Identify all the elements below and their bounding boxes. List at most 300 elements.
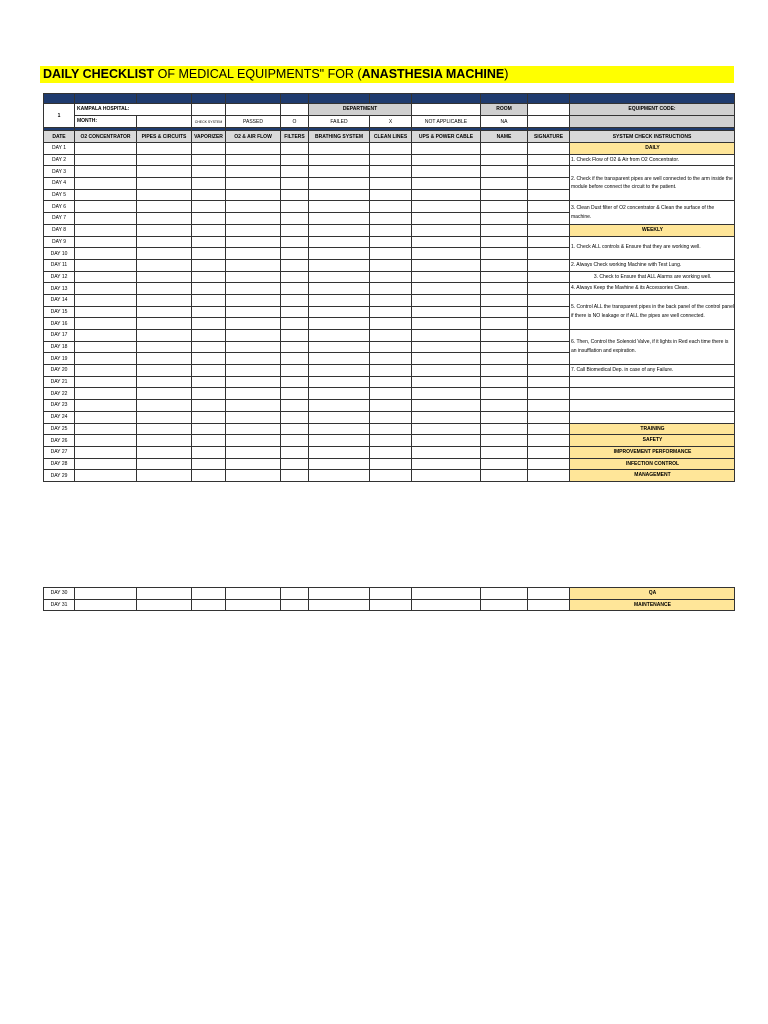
cell-name[interactable]	[481, 318, 528, 330]
cell-name[interactable]	[481, 376, 528, 388]
cell-o2-concentrator[interactable]	[75, 376, 137, 388]
cell-vaporizer[interactable]	[192, 400, 226, 412]
cell-filters[interactable]	[281, 599, 309, 611]
cell-filters[interactable]	[281, 341, 309, 353]
cell-signature[interactable]	[528, 318, 570, 330]
cell-vaporizer[interactable]	[192, 599, 226, 611]
cell-ups-power-cable[interactable]	[412, 236, 481, 248]
cell-o2-concentrator[interactable]	[75, 294, 137, 306]
cell-pipes-circuits[interactable]	[137, 376, 192, 388]
cell-name[interactable]	[481, 330, 528, 342]
cell-o2-air-flow[interactable]	[226, 599, 281, 611]
cell-o2-air-flow[interactable]	[226, 435, 281, 447]
cell-pipes-circuits[interactable]	[137, 166, 192, 178]
cell-vaporizer[interactable]	[192, 189, 226, 201]
cell-vaporizer[interactable]	[192, 588, 226, 600]
cell-o2-air-flow[interactable]	[226, 400, 281, 412]
cell-signature[interactable]	[528, 330, 570, 342]
cell-brathing-system[interactable]	[309, 294, 370, 306]
cell-o2-concentrator[interactable]	[75, 388, 137, 400]
cell-ups-power-cable[interactable]	[412, 446, 481, 458]
cell-name[interactable]	[481, 259, 528, 271]
cell-vaporizer[interactable]	[192, 178, 226, 190]
cell-name[interactable]	[481, 166, 528, 178]
cell-signature[interactable]	[528, 306, 570, 318]
cell-o2-concentrator[interactable]	[75, 423, 137, 435]
cell-clean-lines[interactable]	[370, 318, 412, 330]
cell-clean-lines[interactable]	[370, 411, 412, 423]
cell-filters[interactable]	[281, 236, 309, 248]
cell-vaporizer[interactable]	[192, 213, 226, 225]
cell-vaporizer[interactable]	[192, 143, 226, 155]
cell-ups-power-cable[interactable]	[412, 423, 481, 435]
cell-ups-power-cable[interactable]	[412, 294, 481, 306]
cell-filters[interactable]	[281, 388, 309, 400]
cell-pipes-circuits[interactable]	[137, 154, 192, 166]
cell-o2-air-flow[interactable]	[226, 411, 281, 423]
cell-o2-concentrator[interactable]	[75, 435, 137, 447]
cell-ups-power-cable[interactable]	[412, 213, 481, 225]
cell-pipes-circuits[interactable]	[137, 248, 192, 260]
cell-filters[interactable]	[281, 470, 309, 482]
cell-brathing-system[interactable]	[309, 353, 370, 365]
cell-filters[interactable]	[281, 271, 309, 283]
room-value[interactable]	[528, 104, 570, 116]
cell-signature[interactable]	[528, 446, 570, 458]
cell-pipes-circuits[interactable]	[137, 446, 192, 458]
cell-pipes-circuits[interactable]	[137, 588, 192, 600]
cell-vaporizer[interactable]	[192, 446, 226, 458]
cell-o2-air-flow[interactable]	[226, 271, 281, 283]
cell-ups-power-cable[interactable]	[412, 283, 481, 295]
cell-o2-air-flow[interactable]	[226, 166, 281, 178]
cell-o2-air-flow[interactable]	[226, 259, 281, 271]
cell-brathing-system[interactable]	[309, 388, 370, 400]
cell-o2-concentrator[interactable]	[75, 213, 137, 225]
cell-o2-air-flow[interactable]	[226, 154, 281, 166]
cell-brathing-system[interactable]	[309, 423, 370, 435]
cell-signature[interactable]	[528, 294, 570, 306]
cell-o2-concentrator[interactable]	[75, 599, 137, 611]
cell-vaporizer[interactable]	[192, 435, 226, 447]
cell-clean-lines[interactable]	[370, 259, 412, 271]
cell-vaporizer[interactable]	[192, 248, 226, 260]
cell-o2-air-flow[interactable]	[226, 143, 281, 155]
cell-ups-power-cable[interactable]	[412, 458, 481, 470]
cell-ups-power-cable[interactable]	[412, 353, 481, 365]
cell-ups-power-cable[interactable]	[412, 435, 481, 447]
cell-clean-lines[interactable]	[370, 271, 412, 283]
cell-pipes-circuits[interactable]	[137, 213, 192, 225]
cell-clean-lines[interactable]	[370, 423, 412, 435]
cell-pipes-circuits[interactable]	[137, 224, 192, 236]
cell-clean-lines[interactable]	[370, 599, 412, 611]
cell-brathing-system[interactable]	[309, 435, 370, 447]
cell-clean-lines[interactable]	[370, 178, 412, 190]
cell-brathing-system[interactable]	[309, 259, 370, 271]
cell-pipes-circuits[interactable]	[137, 470, 192, 482]
cell-pipes-circuits[interactable]	[137, 294, 192, 306]
cell-signature[interactable]	[528, 599, 570, 611]
cell-filters[interactable]	[281, 248, 309, 260]
cell-o2-air-flow[interactable]	[226, 178, 281, 190]
cell-signature[interactable]	[528, 189, 570, 201]
cell-o2-concentrator[interactable]	[75, 248, 137, 260]
cell-name[interactable]	[481, 458, 528, 470]
cell-o2-air-flow[interactable]	[226, 236, 281, 248]
cell-pipes-circuits[interactable]	[137, 271, 192, 283]
cell-o2-concentrator[interactable]	[75, 446, 137, 458]
cell-o2-air-flow[interactable]	[226, 306, 281, 318]
cell-filters[interactable]	[281, 458, 309, 470]
cell-ups-power-cable[interactable]	[412, 341, 481, 353]
cell-o2-air-flow[interactable]	[226, 341, 281, 353]
cell-clean-lines[interactable]	[370, 224, 412, 236]
cell-pipes-circuits[interactable]	[137, 201, 192, 213]
cell-vaporizer[interactable]	[192, 154, 226, 166]
cell-clean-lines[interactable]	[370, 189, 412, 201]
cell-name[interactable]	[481, 588, 528, 600]
cell-name[interactable]	[481, 236, 528, 248]
cell-signature[interactable]	[528, 248, 570, 260]
cell-vaporizer[interactable]	[192, 318, 226, 330]
cell-o2-concentrator[interactable]	[75, 353, 137, 365]
cell-pipes-circuits[interactable]	[137, 353, 192, 365]
cell-clean-lines[interactable]	[370, 435, 412, 447]
cell-o2-air-flow[interactable]	[226, 330, 281, 342]
cell-pipes-circuits[interactable]	[137, 423, 192, 435]
cell-name[interactable]	[481, 306, 528, 318]
cell-name[interactable]	[481, 248, 528, 260]
cell-filters[interactable]	[281, 201, 309, 213]
cell-vaporizer[interactable]	[192, 341, 226, 353]
cell-name[interactable]	[481, 599, 528, 611]
cell-clean-lines[interactable]	[370, 236, 412, 248]
cell-vaporizer[interactable]	[192, 423, 226, 435]
cell-filters[interactable]	[281, 318, 309, 330]
cell-signature[interactable]	[528, 588, 570, 600]
cell-filters[interactable]	[281, 154, 309, 166]
cell-clean-lines[interactable]	[370, 166, 412, 178]
cell-o2-air-flow[interactable]	[226, 224, 281, 236]
cell-o2-concentrator[interactable]	[75, 400, 137, 412]
cell-brathing-system[interactable]	[309, 189, 370, 201]
cell-o2-concentrator[interactable]	[75, 341, 137, 353]
cell-o2-concentrator[interactable]	[75, 458, 137, 470]
cell-vaporizer[interactable]	[192, 388, 226, 400]
cell-signature[interactable]	[528, 178, 570, 190]
cell-ups-power-cable[interactable]	[412, 201, 481, 213]
cell-name[interactable]	[481, 411, 528, 423]
cell-ups-power-cable[interactable]	[412, 376, 481, 388]
cell-vaporizer[interactable]	[192, 330, 226, 342]
cell-brathing-system[interactable]	[309, 283, 370, 295]
cell-clean-lines[interactable]	[370, 248, 412, 260]
cell-name[interactable]	[481, 201, 528, 213]
cell-name[interactable]	[481, 283, 528, 295]
cell-clean-lines[interactable]	[370, 588, 412, 600]
cell-o2-air-flow[interactable]	[226, 283, 281, 295]
cell-clean-lines[interactable]	[370, 283, 412, 295]
cell-vaporizer[interactable]	[192, 201, 226, 213]
cell-brathing-system[interactable]	[309, 248, 370, 260]
cell-brathing-system[interactable]	[309, 400, 370, 412]
cell-signature[interactable]	[528, 411, 570, 423]
cell-o2-concentrator[interactable]	[75, 330, 137, 342]
cell-ups-power-cable[interactable]	[412, 411, 481, 423]
cell-vaporizer[interactable]	[192, 259, 226, 271]
cell-o2-concentrator[interactable]	[75, 588, 137, 600]
cell-pipes-circuits[interactable]	[137, 599, 192, 611]
cell-name[interactable]	[481, 470, 528, 482]
cell-o2-air-flow[interactable]	[226, 588, 281, 600]
cell-ups-power-cable[interactable]	[412, 178, 481, 190]
cell-o2-air-flow[interactable]	[226, 365, 281, 377]
cell-brathing-system[interactable]	[309, 330, 370, 342]
cell-brathing-system[interactable]	[309, 166, 370, 178]
cell-brathing-system[interactable]	[309, 588, 370, 600]
cell-filters[interactable]	[281, 189, 309, 201]
cell-o2-concentrator[interactable]	[75, 236, 137, 248]
cell-signature[interactable]	[528, 283, 570, 295]
cell-o2-air-flow[interactable]	[226, 376, 281, 388]
cell-o2-concentrator[interactable]	[75, 224, 137, 236]
cell-vaporizer[interactable]	[192, 236, 226, 248]
cell-vaporizer[interactable]	[192, 376, 226, 388]
cell-name[interactable]	[481, 400, 528, 412]
cell-pipes-circuits[interactable]	[137, 388, 192, 400]
cell-vaporizer[interactable]	[192, 283, 226, 295]
cell-name[interactable]	[481, 388, 528, 400]
cell-signature[interactable]	[528, 435, 570, 447]
cell-name[interactable]	[481, 271, 528, 283]
cell-pipes-circuits[interactable]	[137, 178, 192, 190]
cell-signature[interactable]	[528, 236, 570, 248]
cell-ups-power-cable[interactable]	[412, 470, 481, 482]
cell-ups-power-cable[interactable]	[412, 599, 481, 611]
cell-pipes-circuits[interactable]	[137, 411, 192, 423]
cell-ups-power-cable[interactable]	[412, 400, 481, 412]
cell-signature[interactable]	[528, 213, 570, 225]
cell-ups-power-cable[interactable]	[412, 248, 481, 260]
cell-name[interactable]	[481, 154, 528, 166]
cell-vaporizer[interactable]	[192, 411, 226, 423]
cell-clean-lines[interactable]	[370, 353, 412, 365]
cell-signature[interactable]	[528, 365, 570, 377]
cell-o2-air-flow[interactable]	[226, 189, 281, 201]
cell-pipes-circuits[interactable]	[137, 189, 192, 201]
department-value[interactable]	[412, 104, 481, 116]
hospital-value[interactable]	[192, 104, 226, 116]
cell-filters[interactable]	[281, 446, 309, 458]
cell-clean-lines[interactable]	[370, 154, 412, 166]
cell-pipes-circuits[interactable]	[137, 400, 192, 412]
cell-o2-air-flow[interactable]	[226, 201, 281, 213]
cell-name[interactable]	[481, 365, 528, 377]
cell-brathing-system[interactable]	[309, 178, 370, 190]
cell-vaporizer[interactable]	[192, 224, 226, 236]
cell-name[interactable]	[481, 189, 528, 201]
cell-filters[interactable]	[281, 353, 309, 365]
cell-clean-lines[interactable]	[370, 365, 412, 377]
cell-filters[interactable]	[281, 178, 309, 190]
cell-signature[interactable]	[528, 271, 570, 283]
cell-pipes-circuits[interactable]	[137, 259, 192, 271]
cell-o2-concentrator[interactable]	[75, 189, 137, 201]
cell-brathing-system[interactable]	[309, 306, 370, 318]
cell-brathing-system[interactable]	[309, 341, 370, 353]
cell-filters[interactable]	[281, 294, 309, 306]
cell-o2-air-flow[interactable]	[226, 423, 281, 435]
cell-brathing-system[interactable]	[309, 318, 370, 330]
cell-filters[interactable]	[281, 330, 309, 342]
cell-o2-concentrator[interactable]	[75, 283, 137, 295]
cell-ups-power-cable[interactable]	[412, 318, 481, 330]
cell-brathing-system[interactable]	[309, 365, 370, 377]
month-value[interactable]	[137, 116, 192, 128]
cell-ups-power-cable[interactable]	[412, 306, 481, 318]
cell-o2-concentrator[interactable]	[75, 201, 137, 213]
cell-filters[interactable]	[281, 283, 309, 295]
cell-name[interactable]	[481, 294, 528, 306]
cell-name[interactable]	[481, 213, 528, 225]
cell-brathing-system[interactable]	[309, 470, 370, 482]
cell-o2-air-flow[interactable]	[226, 388, 281, 400]
cell-vaporizer[interactable]	[192, 271, 226, 283]
cell-vaporizer[interactable]	[192, 166, 226, 178]
cell-clean-lines[interactable]	[370, 306, 412, 318]
cell-brathing-system[interactable]	[309, 143, 370, 155]
cell-clean-lines[interactable]	[370, 388, 412, 400]
cell-ups-power-cable[interactable]	[412, 271, 481, 283]
cell-brathing-system[interactable]	[309, 599, 370, 611]
cell-name[interactable]	[481, 224, 528, 236]
cell-pipes-circuits[interactable]	[137, 330, 192, 342]
cell-o2-concentrator[interactable]	[75, 154, 137, 166]
cell-signature[interactable]	[528, 154, 570, 166]
cell-ups-power-cable[interactable]	[412, 143, 481, 155]
cell-brathing-system[interactable]	[309, 213, 370, 225]
cell-clean-lines[interactable]	[370, 470, 412, 482]
cell-filters[interactable]	[281, 213, 309, 225]
cell-filters[interactable]	[281, 365, 309, 377]
cell-clean-lines[interactable]	[370, 458, 412, 470]
cell-brathing-system[interactable]	[309, 154, 370, 166]
cell-o2-air-flow[interactable]	[226, 458, 281, 470]
cell-pipes-circuits[interactable]	[137, 435, 192, 447]
cell-signature[interactable]	[528, 259, 570, 271]
cell-filters[interactable]	[281, 306, 309, 318]
cell-brathing-system[interactable]	[309, 224, 370, 236]
cell-pipes-circuits[interactable]	[137, 143, 192, 155]
cell-signature[interactable]	[528, 353, 570, 365]
cell-filters[interactable]	[281, 259, 309, 271]
cell-ups-power-cable[interactable]	[412, 330, 481, 342]
cell-brathing-system[interactable]	[309, 411, 370, 423]
cell-signature[interactable]	[528, 341, 570, 353]
cell-clean-lines[interactable]	[370, 294, 412, 306]
cell-pipes-circuits[interactable]	[137, 306, 192, 318]
cell-pipes-circuits[interactable]	[137, 365, 192, 377]
cell-clean-lines[interactable]	[370, 400, 412, 412]
cell-o2-air-flow[interactable]	[226, 213, 281, 225]
cell-clean-lines[interactable]	[370, 330, 412, 342]
cell-filters[interactable]	[281, 143, 309, 155]
cell-brathing-system[interactable]	[309, 458, 370, 470]
cell-clean-lines[interactable]	[370, 446, 412, 458]
cell-signature[interactable]	[528, 224, 570, 236]
cell-o2-concentrator[interactable]	[75, 306, 137, 318]
cell-brathing-system[interactable]	[309, 446, 370, 458]
cell-vaporizer[interactable]	[192, 365, 226, 377]
cell-ups-power-cable[interactable]	[412, 154, 481, 166]
cell-signature[interactable]	[528, 376, 570, 388]
cell-pipes-circuits[interactable]	[137, 458, 192, 470]
cell-clean-lines[interactable]	[370, 376, 412, 388]
cell-o2-concentrator[interactable]	[75, 259, 137, 271]
cell-o2-concentrator[interactable]	[75, 271, 137, 283]
cell-ups-power-cable[interactable]	[412, 166, 481, 178]
cell-vaporizer[interactable]	[192, 306, 226, 318]
cell-vaporizer[interactable]	[192, 353, 226, 365]
cell-ups-power-cable[interactable]	[412, 588, 481, 600]
cell-o2-concentrator[interactable]	[75, 470, 137, 482]
cell-o2-concentrator[interactable]	[75, 166, 137, 178]
hospital-value-2[interactable]	[226, 104, 281, 116]
cell-brathing-system[interactable]	[309, 376, 370, 388]
cell-filters[interactable]	[281, 376, 309, 388]
cell-filters[interactable]	[281, 423, 309, 435]
cell-name[interactable]	[481, 435, 528, 447]
cell-o2-concentrator[interactable]	[75, 318, 137, 330]
cell-o2-air-flow[interactable]	[226, 470, 281, 482]
cell-ups-power-cable[interactable]	[412, 259, 481, 271]
cell-signature[interactable]	[528, 201, 570, 213]
cell-brathing-system[interactable]	[309, 236, 370, 248]
cell-vaporizer[interactable]	[192, 294, 226, 306]
cell-signature[interactable]	[528, 423, 570, 435]
cell-signature[interactable]	[528, 388, 570, 400]
cell-name[interactable]	[481, 423, 528, 435]
cell-ups-power-cable[interactable]	[412, 189, 481, 201]
cell-pipes-circuits[interactable]	[137, 341, 192, 353]
cell-o2-air-flow[interactable]	[226, 446, 281, 458]
cell-o2-concentrator[interactable]	[75, 178, 137, 190]
cell-clean-lines[interactable]	[370, 201, 412, 213]
cell-clean-lines[interactable]	[370, 341, 412, 353]
cell-o2-air-flow[interactable]	[226, 318, 281, 330]
cell-filters[interactable]	[281, 400, 309, 412]
cell-filters[interactable]	[281, 224, 309, 236]
cell-filters[interactable]	[281, 166, 309, 178]
cell-filters[interactable]	[281, 588, 309, 600]
cell-ups-power-cable[interactable]	[412, 388, 481, 400]
cell-clean-lines[interactable]	[370, 143, 412, 155]
cell-pipes-circuits[interactable]	[137, 318, 192, 330]
cell-signature[interactable]	[528, 470, 570, 482]
cell-o2-concentrator[interactable]	[75, 143, 137, 155]
cell-o2-air-flow[interactable]	[226, 294, 281, 306]
cell-pipes-circuits[interactable]	[137, 283, 192, 295]
cell-filters[interactable]	[281, 411, 309, 423]
cell-name[interactable]	[481, 341, 528, 353]
cell-brathing-system[interactable]	[309, 271, 370, 283]
cell-ups-power-cable[interactable]	[412, 224, 481, 236]
cell-o2-air-flow[interactable]	[226, 248, 281, 260]
cell-vaporizer[interactable]	[192, 458, 226, 470]
cell-name[interactable]	[481, 178, 528, 190]
cell-pipes-circuits[interactable]	[137, 236, 192, 248]
